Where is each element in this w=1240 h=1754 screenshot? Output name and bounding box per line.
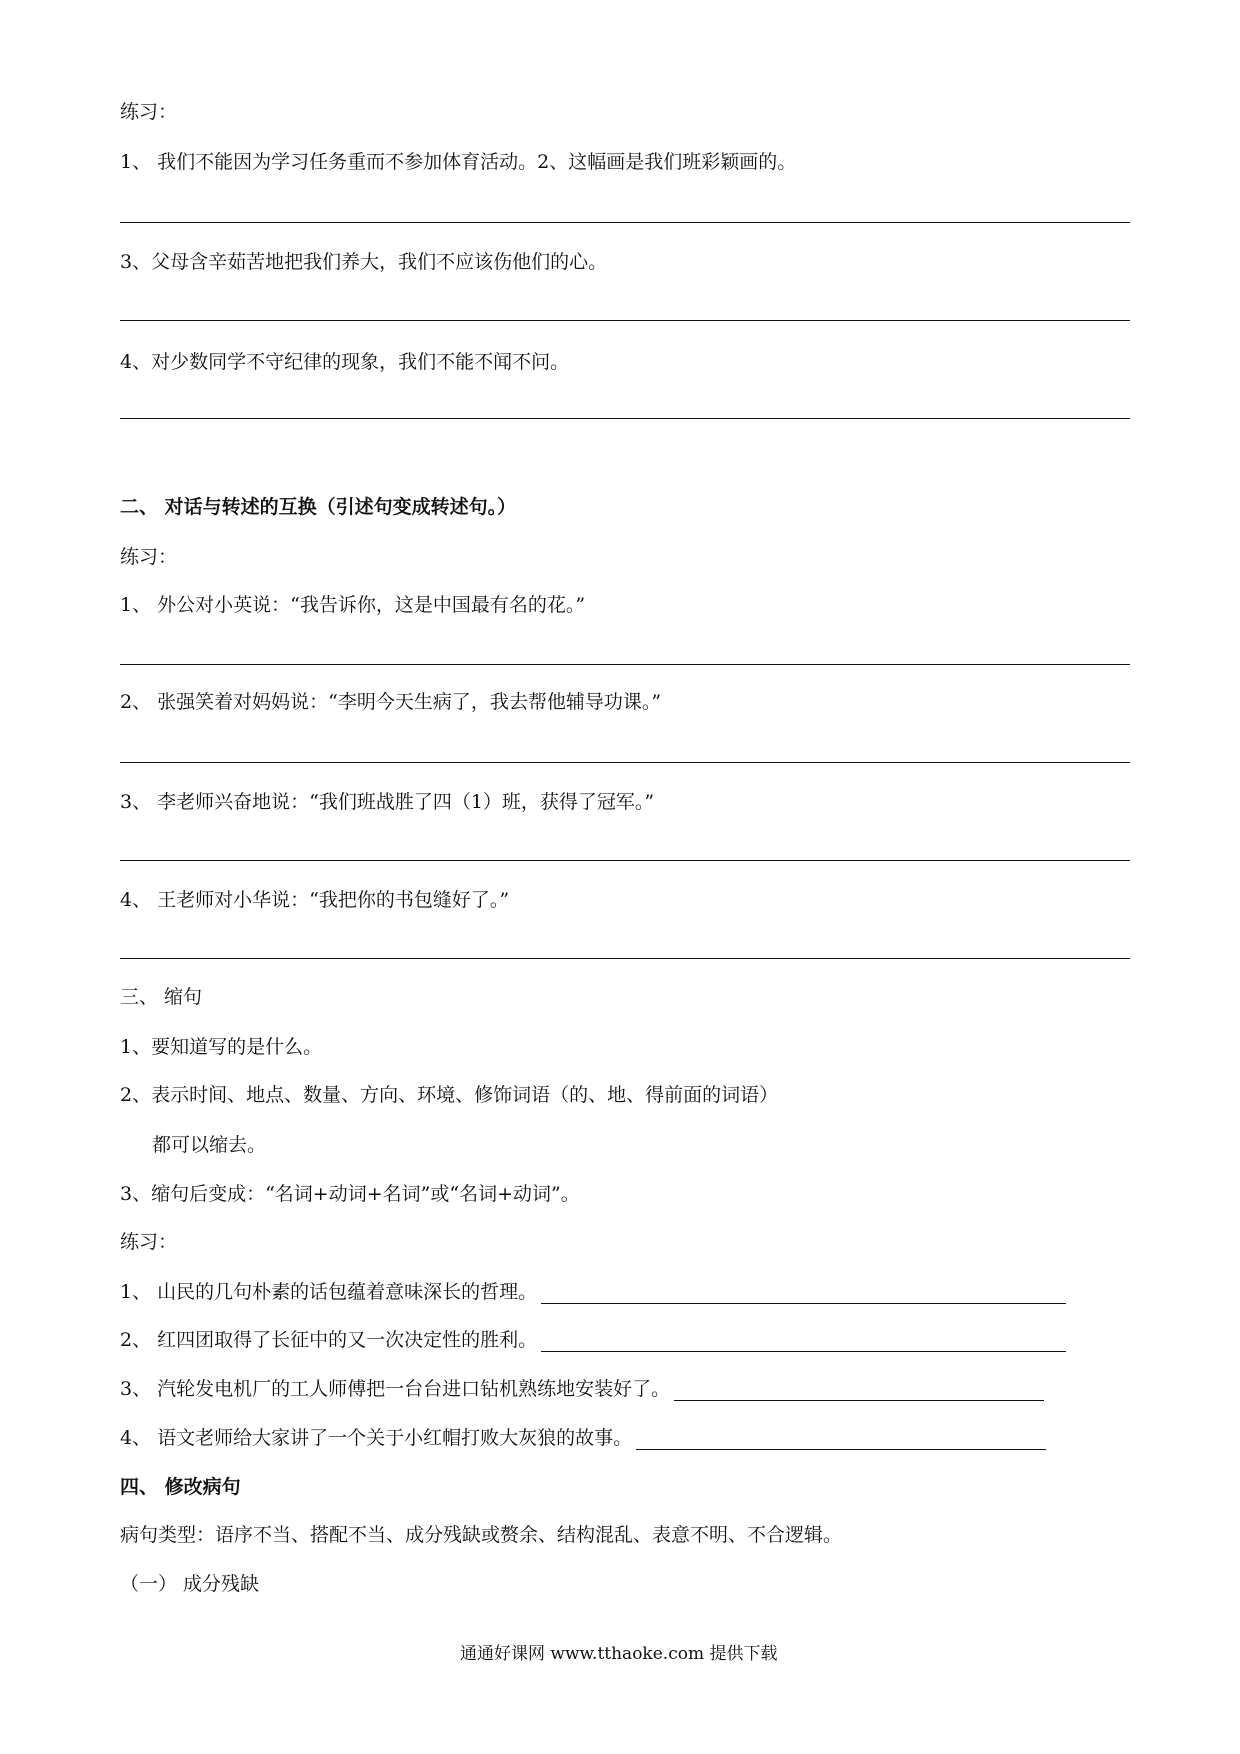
rule-item-continuation: 都可以缩去。 <box>152 1134 267 1156</box>
page-footer: 通通好课网 www.tthaoke.com 提供下载 <box>460 1644 778 1664</box>
answer-line <box>880 860 1130 861</box>
answer-blank <box>849 1382 1044 1401</box>
exercise-item: 3、 李老师兴奋地说：“我们班战胜了四（1）班，获得了冠军。” <box>120 791 655 813</box>
answer-blank <box>871 1285 1066 1304</box>
answer-line <box>120 320 790 321</box>
answer-blank <box>636 1431 851 1450</box>
exercise-item <box>120 1280 1066 1304</box>
answer-line <box>120 860 880 861</box>
section-heading: 四、 修改病句 <box>120 1476 241 1498</box>
exercise-item <box>120 1328 1066 1352</box>
rule-item: 2、表示时间、地点、数量、方向、环境、修饰词语（的、地、得前面的词语） <box>120 1084 779 1106</box>
exercise-item <box>120 1377 1044 1401</box>
rule-item: 3、缩句后变成：“名词+动词+名词”或“名词+动词”。 <box>120 1183 580 1205</box>
exercise-item: 2、 张强笑着对妈妈说：“李明今天生病了，我去帮他辅导功课。” <box>120 691 662 713</box>
exercise-item <box>120 1426 1046 1450</box>
answer-line <box>120 664 880 665</box>
section-heading: 三、 缩句 <box>120 986 203 1008</box>
answer-blank <box>871 1333 1066 1352</box>
exercise-text: 2、 红四团取得了长征中的又一次决定性的胜利。 <box>120 1329 538 1351</box>
exercise-item: 3、父母含辛茹苦地把我们养大，我们不应该伤他们的心。 <box>120 251 608 273</box>
answer-line <box>810 418 1130 419</box>
exercise-item: 4、 王老师对小华说：“我把你的书包缝好了。” <box>120 889 510 911</box>
answer-line <box>790 320 1130 321</box>
exercise-text: 4、 语文老师给大家讲了一个关于小红帽打败大灰狼的故事。 <box>120 1427 633 1449</box>
answer-line <box>880 762 1130 763</box>
answer-line <box>120 418 810 419</box>
practice-label: 练习： <box>120 101 178 123</box>
exercise-item: 4、对少数同学不守纪律的现象，我们不能不闻不问。 <box>120 351 570 373</box>
practice-label: 练习： <box>120 546 178 568</box>
answer-line <box>790 222 1130 223</box>
answer-blank <box>851 1431 1046 1450</box>
exercise-item: 1、 我们不能因为学习任务重而不参加体育活动。2、这幅画是我们班彩颖画的。 <box>120 151 797 173</box>
section-heading: 二、 对话与转述的互换（引述句变成转述句。） <box>120 496 517 518</box>
answer-blank <box>541 1285 871 1304</box>
answer-line <box>120 958 880 959</box>
answer-line <box>120 222 790 223</box>
answer-blank <box>674 1382 849 1401</box>
answer-line <box>880 664 1130 665</box>
rule-item: 1、要知道写的是什么。 <box>120 1036 323 1058</box>
exercise-text: 3、 汽轮发电机厂的工人师傅把一台台进口钻机熟练地安装好了。 <box>120 1378 671 1400</box>
exercise-item: 1、 外公对小英说：“我告诉你，这是中国最有名的花。” <box>120 594 586 616</box>
answer-blank <box>541 1333 871 1352</box>
error-types: 病句类型：语序不当、搭配不当、成分残缺或赘余、结构混乱、表意不明、不合逻辑。 <box>120 1524 843 1546</box>
subsection-heading: （一） 成分残缺 <box>120 1573 260 1595</box>
answer-line <box>120 762 880 763</box>
exercise-text: 1、 山民的几句朴素的话包蕴着意味深长的哲理。 <box>120 1281 538 1303</box>
answer-line <box>880 958 1130 959</box>
practice-label: 练习： <box>120 1231 178 1253</box>
